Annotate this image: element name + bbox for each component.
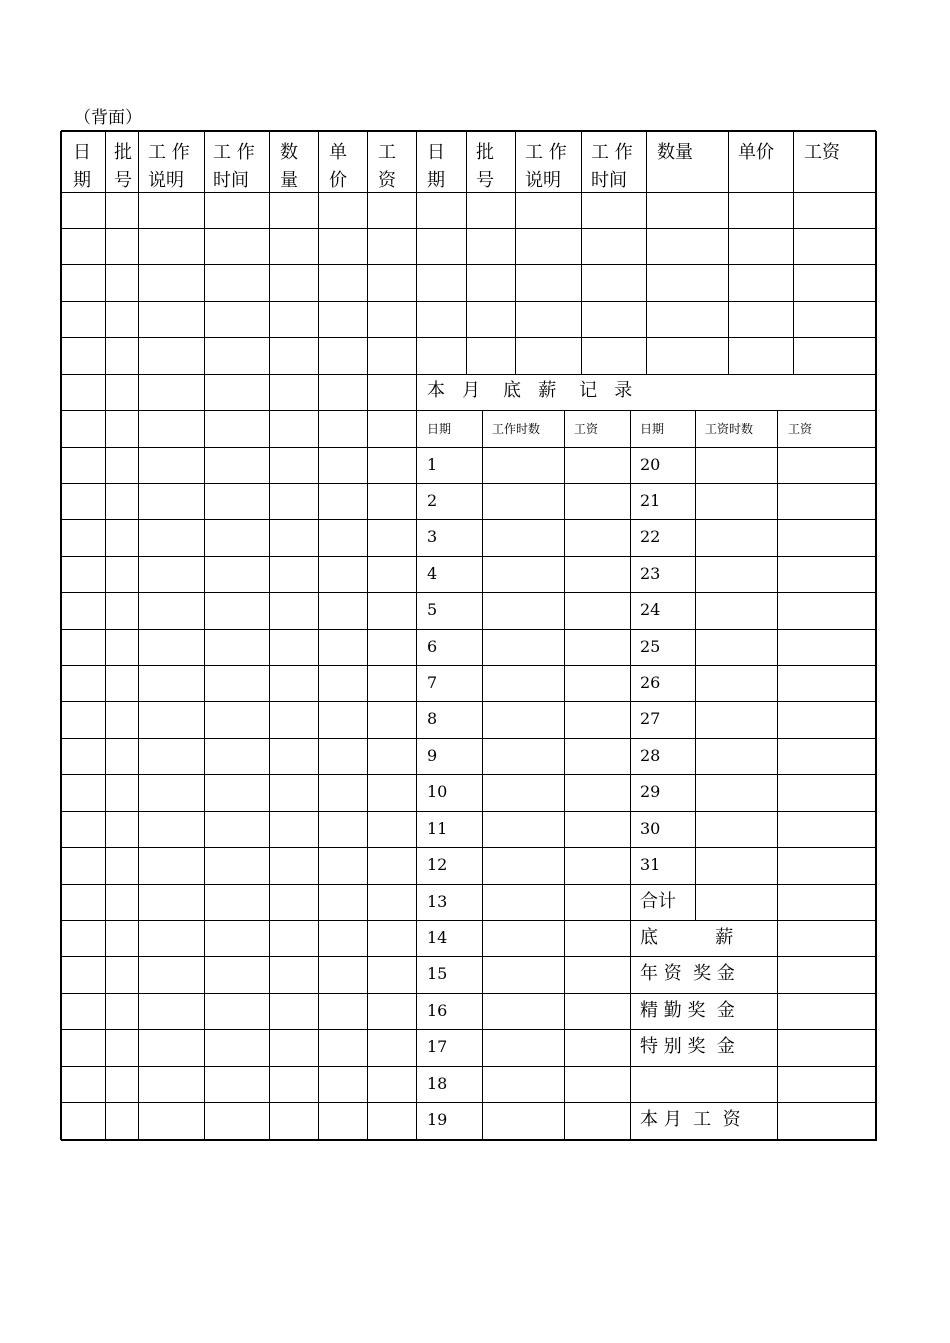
grid-h-line bbox=[61, 774, 416, 775]
grid-h-line bbox=[416, 774, 876, 775]
grid-h-line bbox=[61, 1139, 876, 1141]
grid-h-line bbox=[61, 483, 416, 484]
left-header-cell: 日 期 bbox=[73, 142, 91, 191]
right-header-cell: 单价 bbox=[738, 142, 774, 163]
grid-h-line bbox=[61, 993, 416, 994]
right-header-cell: 工资 bbox=[804, 142, 840, 163]
left-header-cell: 数 量 bbox=[280, 142, 298, 191]
wage-record-table bbox=[61, 131, 876, 1140]
day-number: 11 bbox=[427, 819, 448, 838]
grid-h-line bbox=[61, 1029, 416, 1030]
grid-h-line bbox=[61, 1066, 416, 1067]
base-salary-column-header: 工资时数 bbox=[705, 422, 754, 436]
day-number: 30 bbox=[640, 819, 661, 838]
grid-v-line bbox=[630, 410, 631, 1140]
grid-v-line bbox=[777, 410, 778, 1140]
grid-v-line bbox=[60, 131, 62, 1140]
grid-v-line bbox=[564, 410, 565, 1140]
grid-h-line bbox=[416, 228, 876, 229]
right-header-cell: 数量 bbox=[657, 142, 693, 163]
grid-v-line bbox=[482, 410, 483, 1140]
day-number: 25 bbox=[640, 637, 661, 656]
summary-label: 特 别 奖 金 bbox=[640, 1036, 735, 1057]
summary-label: 本 月 工 资 bbox=[640, 1109, 741, 1130]
day-number: 13 bbox=[427, 892, 448, 911]
day-number: 28 bbox=[640, 746, 661, 765]
grid-v-line bbox=[138, 131, 139, 1140]
day-number: 31 bbox=[640, 855, 661, 874]
day-number: 4 bbox=[427, 564, 438, 583]
grid-h-line bbox=[416, 1066, 876, 1067]
grid-h-line bbox=[416, 665, 876, 666]
day-number: 19 bbox=[427, 1110, 448, 1129]
right-header-cell: 工 作 时间 bbox=[591, 142, 633, 191]
grid-h-line bbox=[416, 920, 876, 921]
grid-h-line bbox=[61, 1102, 416, 1103]
back-side-caption: （背面） bbox=[74, 108, 142, 128]
grid-h-line bbox=[61, 228, 416, 229]
grid-h-line bbox=[61, 130, 876, 132]
day-number: 6 bbox=[427, 637, 438, 656]
day-number: 26 bbox=[640, 673, 661, 692]
day-number: 21 bbox=[640, 491, 661, 510]
grid-h-line bbox=[416, 556, 876, 557]
right-header-cell: 批 号 bbox=[476, 142, 494, 191]
grid-h-line bbox=[416, 1029, 876, 1030]
grid-h-line bbox=[61, 410, 416, 411]
grid-h-line bbox=[416, 374, 876, 375]
base-salary-column-header: 日期 bbox=[427, 422, 452, 436]
grid-h-line bbox=[416, 592, 876, 593]
grid-v-line bbox=[695, 410, 696, 920]
grid-h-line bbox=[416, 884, 876, 885]
left-header-cell: 单 价 bbox=[329, 142, 347, 191]
day-number: 27 bbox=[640, 709, 661, 728]
day-number: 7 bbox=[427, 673, 438, 692]
day-number: 1 bbox=[427, 455, 438, 474]
grid-h-line bbox=[61, 337, 416, 338]
grid-h-line bbox=[416, 993, 876, 994]
grid-h-line bbox=[416, 701, 876, 702]
grid-h-line bbox=[61, 447, 416, 448]
base-salary-column-header: 日期 bbox=[640, 422, 665, 436]
grid-h-line bbox=[61, 701, 416, 702]
day-number: 3 bbox=[427, 527, 438, 546]
grid-h-line bbox=[61, 884, 416, 885]
day-number: 9 bbox=[427, 746, 438, 765]
grid-v-line bbox=[367, 131, 368, 1140]
grid-v-line bbox=[416, 131, 417, 1140]
base-salary-column-header: 工资 bbox=[788, 422, 813, 436]
day-number: 22 bbox=[640, 527, 661, 546]
left-header-cell: 工 资 bbox=[378, 142, 396, 191]
grid-h-line bbox=[416, 956, 876, 957]
day-number: 2 bbox=[427, 491, 438, 510]
left-header-cell: 工 作 时间 bbox=[213, 142, 255, 191]
day-number: 12 bbox=[427, 855, 448, 874]
base-salary-column-header: 工作时数 bbox=[492, 422, 541, 436]
summary-label: 年 资 奖 金 bbox=[640, 963, 735, 984]
day-number: 5 bbox=[427, 600, 438, 619]
grid-h-line bbox=[416, 629, 876, 630]
grid-h-line bbox=[61, 811, 416, 812]
day-number: 15 bbox=[427, 964, 448, 983]
grid-h-line bbox=[61, 374, 416, 375]
grid-h-line bbox=[61, 738, 416, 739]
day-number: 16 bbox=[427, 1001, 448, 1020]
total-label: 合计 bbox=[640, 891, 676, 912]
grid-v-line bbox=[318, 131, 319, 1140]
grid-h-line bbox=[416, 811, 876, 812]
grid-h-line bbox=[416, 264, 876, 265]
grid-h-line bbox=[61, 629, 416, 630]
summary-label: 精 勤 奖 金 bbox=[640, 1000, 735, 1021]
day-number: 8 bbox=[427, 709, 438, 728]
grid-v-line bbox=[105, 131, 106, 1140]
day-number: 24 bbox=[640, 600, 661, 619]
right-header-cell: 工 作 说明 bbox=[525, 142, 567, 191]
right-header-cell: 日 期 bbox=[427, 142, 445, 191]
grid-h-line bbox=[416, 447, 876, 448]
grid-h-line bbox=[61, 519, 416, 520]
base-salary-column-header: 工资 bbox=[574, 422, 599, 436]
grid-h-line bbox=[416, 483, 876, 484]
grid-h-line bbox=[61, 956, 416, 957]
grid-h-line bbox=[61, 264, 416, 265]
day-number: 14 bbox=[427, 928, 448, 947]
grid-v-line bbox=[204, 131, 205, 1140]
grid-h-line bbox=[61, 665, 416, 666]
day-number: 29 bbox=[640, 782, 661, 801]
day-number: 17 bbox=[427, 1037, 448, 1056]
grid-h-line bbox=[416, 337, 876, 338]
day-number: 20 bbox=[640, 455, 661, 474]
left-header-cell: 工 作 说明 bbox=[148, 142, 190, 191]
grid-h-line bbox=[416, 1102, 876, 1103]
base-salary-title: 本 月 底 薪 记 录 bbox=[427, 380, 633, 401]
grid-h-line bbox=[61, 920, 416, 921]
day-number: 10 bbox=[427, 782, 448, 801]
grid-v-line bbox=[875, 131, 877, 1141]
grid-h-line bbox=[61, 556, 416, 557]
day-number: 18 bbox=[427, 1074, 448, 1093]
left-header-cell: 批 号 bbox=[114, 142, 132, 191]
day-number: 23 bbox=[640, 564, 661, 583]
grid-h-line bbox=[61, 301, 416, 302]
grid-h-line bbox=[61, 847, 416, 848]
grid-h-line bbox=[416, 410, 876, 411]
grid-h-line bbox=[61, 592, 416, 593]
grid-h-line bbox=[416, 847, 876, 848]
grid-h-line bbox=[416, 738, 876, 739]
summary-label: 底 薪 bbox=[640, 927, 734, 948]
grid-h-line bbox=[416, 519, 876, 520]
grid-v-line bbox=[269, 131, 270, 1140]
grid-h-line bbox=[416, 301, 876, 302]
